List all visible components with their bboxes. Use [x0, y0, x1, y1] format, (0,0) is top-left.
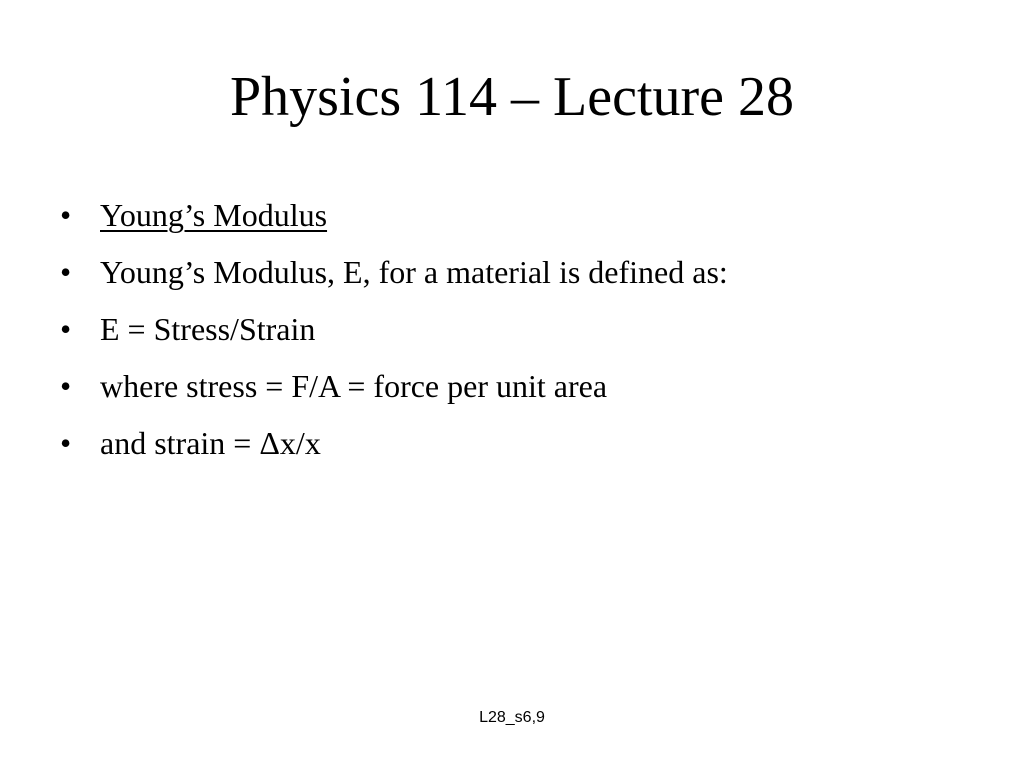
bullet-icon: • [60, 197, 72, 233]
bullet-text: Young’s Modulus [100, 197, 328, 233]
bullet-item-strain [60, 415, 980, 472]
bullet-icon: • [60, 311, 72, 347]
bullet-icon: • [60, 425, 72, 461]
bullet-item-definition [60, 244, 980, 301]
slide-title: Physics 114 – Lecture 28 [229, 66, 795, 128]
slide-footer: L28_s6,9 [479, 709, 545, 726]
bullet-item-youngs-modulus-heading [60, 187, 980, 244]
bullet-icon: • [60, 254, 72, 290]
bullet-icon: • [60, 368, 72, 404]
bullet-list [60, 187, 980, 472]
bullet-text: and strain = Δx/x [100, 425, 321, 461]
bullet-text: Young’s Modulus, E, for a material is defined as: [100, 254, 728, 290]
bullet-item-formula [60, 301, 980, 358]
bullet-item-stress [60, 358, 980, 415]
bullet-text: E = Stress/Strain [100, 311, 316, 347]
bullet-text: where stress = F/A = force per unit area [100, 368, 608, 404]
